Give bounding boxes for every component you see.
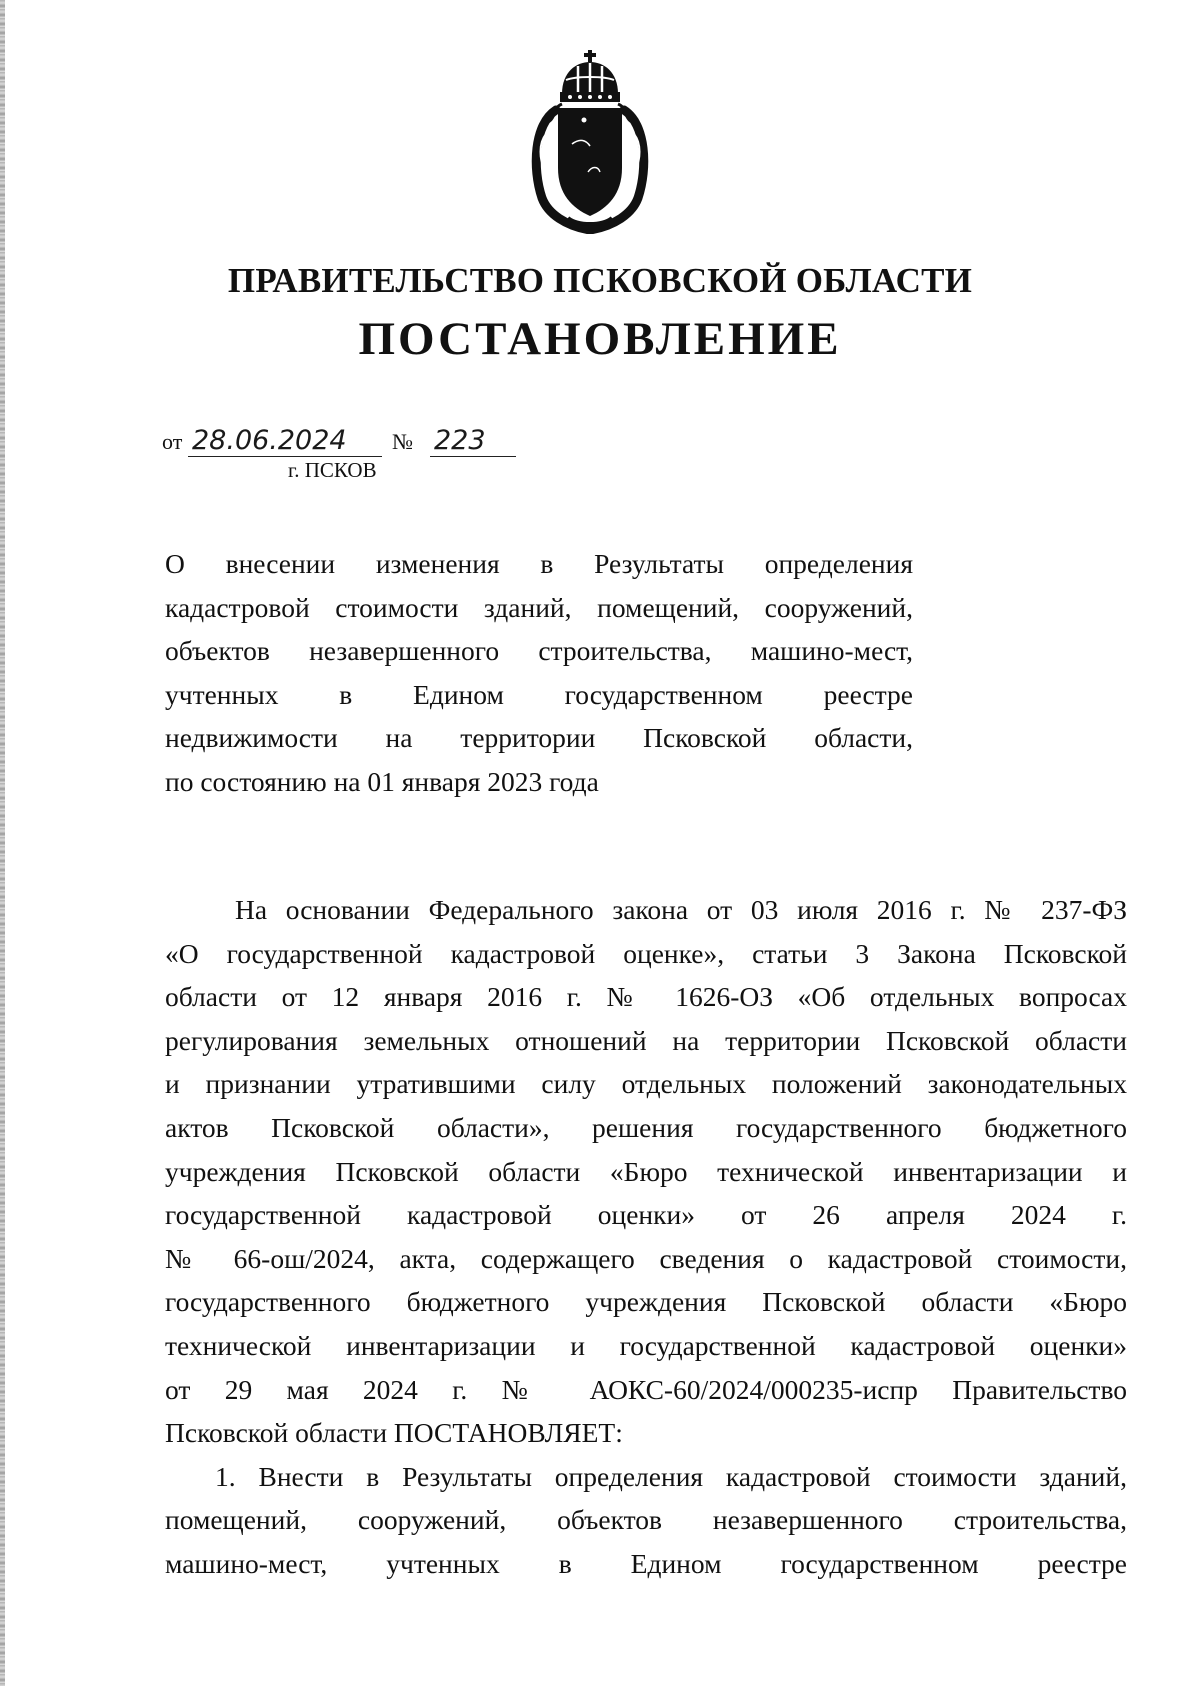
subject-line: кадастровой стоимости зданий, помещений, сооружений, — [165, 591, 913, 623]
body-line: помещений, сооружений, объектов незавершенного строительства, — [165, 1504, 1127, 1536]
date-number-line — [162, 421, 762, 461]
number-underline — [430, 456, 516, 457]
body-line: учреждения Псковской области «Бюро технической инвентаризации и — [165, 1155, 1127, 1187]
subject-line: учтенных в Едином государственном реестре — [165, 678, 913, 710]
date-prefix: от — [162, 429, 183, 454]
body-line: Псковской области ПОСТАНОВЛЯЕТ: — [165, 1417, 623, 1449]
document-body — [165, 888, 1127, 1586]
body-line: машино-мест, учтенных в Едином государственном реестре — [165, 1547, 1127, 1579]
document-type-title: ПОСТАНОВЛЕНИЕ — [358, 313, 842, 365]
body-line: и признании утратившими силу отдельных положений законодательных — [165, 1068, 1127, 1100]
date-underline — [188, 456, 382, 457]
body-line: На основании Федерального закона от 03 июля 2016 г. № 237-ФЗ — [235, 894, 1127, 925]
document-number: 223 — [434, 425, 486, 456]
subject-line: О внесении изменения в Результаты определения — [165, 548, 913, 579]
city-label: г. ПСКОВ — [288, 458, 377, 482]
subject-line: по состоянию на 01 января 2023 года — [165, 765, 599, 797]
body-line: технической инвентаризации и государственной кадастровой оценки» — [165, 1329, 1127, 1361]
body-line: государственной кадастровой оценки» от 26 апреля 2024 г. — [165, 1199, 1127, 1231]
document-date: 28.06.2024 — [192, 425, 347, 456]
body-line: «О государственной кадастровой оценке», статьи 3 Закона Псковской — [165, 937, 1127, 969]
scan-edge — [0, 0, 5, 1686]
body-line: 1. Внести в Результаты определения кадастровой стоимости зданий, — [215, 1460, 1127, 1492]
organization-title: ПРАВИТЕЛЬСТВО ПСКОВСКОЙ ОБЛАСТИ — [227, 261, 973, 300]
body-line: области от 12 января 2016 г. № 1626-ОЗ «Об отдельных вопросах — [165, 981, 1127, 1013]
document-subject — [165, 542, 913, 804]
subject-line: недвижимости на территории Псковской области, — [165, 722, 913, 754]
number-prefix: № — [392, 429, 413, 454]
body-line: регулирования земельных отношений на территории Псковской области — [165, 1024, 1127, 1056]
body-line: № 66-ош/2024, акта, содержащего сведения о кадастровой стоимости, — [165, 1242, 1127, 1274]
body-line: от 29 мая 2024 г. № АОКС-60/2024/000235-испр Правительство — [165, 1373, 1127, 1405]
body-line: государственного бюджетного учреждения Псковской области «Бюро — [165, 1286, 1127, 1318]
coat-of-arms-icon — [528, 48, 652, 234]
body-line: актов Псковской области», решения государственного бюджетного — [165, 1111, 1127, 1143]
subject-line: объектов незавершенного строительства, машино-мест, — [165, 635, 913, 667]
